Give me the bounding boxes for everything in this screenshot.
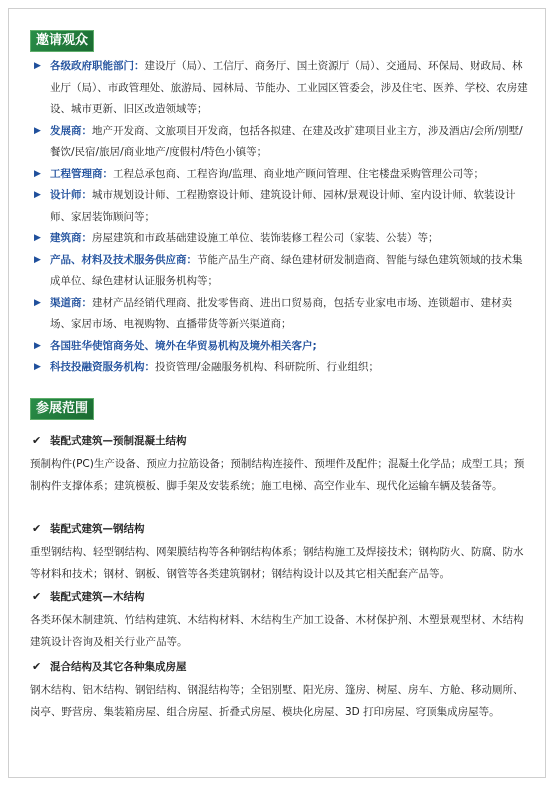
bullet-icon: ▶ — [34, 61, 41, 71]
scope-heading: 参展范围 — [30, 398, 94, 420]
scope-section — [30, 588, 530, 653]
scope-body: 钢木结构、铝木结构、钢铝结构、钢混结构等；全铝别墅、阳光房、篷房、树屋、房车、方舱、移动厕所、岗亭、野营房、集装箱房屋、组合房屋、折叠式房屋、模块化房屋、3D 打印房屋、穹顶集成房屋等。 — [30, 684, 524, 718]
bullet-icon: ▶ — [34, 297, 41, 308]
audience-sep: ： — [102, 167, 113, 180]
audience-item — [34, 293, 528, 336]
audience-item — [34, 56, 528, 121]
bullet-icon: ▶ — [34, 362, 41, 372]
audience-category: 发展商 — [50, 124, 82, 137]
audience-category: 科技投融资服务机构 — [50, 361, 145, 373]
audience-category: 设计师 — [50, 189, 82, 201]
scope-body: 各类环保木制建筑、竹结构建筑、木结构材料、木结构生产加工设备、木材保护剂、木塑景观型材、木结构建筑设计咨询及相关行业产品等。 — [30, 614, 524, 648]
audience-category: 各级政府职能部门 — [50, 60, 134, 72]
scope-section — [30, 432, 530, 497]
audience-item — [34, 121, 528, 164]
audience-sep: ： — [186, 253, 197, 266]
audience-sep: ： — [81, 124, 92, 137]
check-icon: ✔ — [32, 522, 42, 535]
bullet-icon: ▶ — [34, 340, 41, 351]
check-icon: ✔ — [32, 660, 42, 673]
audience-sep: ： — [81, 232, 92, 244]
scope-title: ✔ 装配式建筑—预制混凝土结构 — [30, 432, 530, 450]
audience-sep: ： — [134, 60, 145, 72]
scope-title: ✔ 装配式建筑—木结构 — [30, 588, 530, 606]
audience-category: 建筑商 — [50, 232, 82, 244]
audience-list — [34, 56, 528, 379]
scope-title: ✔ 混合结构及其它各种集成房屋 — [30, 658, 530, 676]
audience-item — [34, 185, 528, 228]
audience-text: 城市规划设计师、工程勘察设计师、建筑设计师、园林/景观设计师、室内设计师、软装设计师、家居装饰顾问等； — [50, 189, 516, 223]
check-icon: ✔ — [32, 590, 42, 603]
audience-category: 各国驻华使馆商务处、境外在华贸易机构及境外相关客户; — [50, 339, 317, 352]
audience-text: 地产开发商、文旅项目开发商，包括各拟建、在建及改扩建项目业主方，涉及酒店/会所/别墅/餐饮/民宿/旅居/商业地产/度假村/特色小镇等； — [50, 124, 523, 158]
audience-text: 工程总承包商、工程咨询/监理、商业地产顾问管理、住宅楼盘采购管理公司等； — [113, 167, 485, 180]
bullet-icon: ▶ — [34, 233, 41, 243]
audience-text: 建材产品经销代理商、批发零售商、进出口贸易商，包括专业家电市场、连锁超市、建材卖场、家居市场、电视购物、直播带货等新兴渠道商； — [50, 296, 512, 330]
bullet-icon: ▶ — [34, 168, 41, 179]
audience-text: 建设厅（局）、工信厅、商务厅、国土资源厅（局）、交通局、环保局、财政局、林业厅（局）、市政管理处、旅游局、园林局、节能办、工业园区管委会，涉及住宅、医养、学校、农房建设、城市更新、旧区改造领域等； — [50, 60, 528, 115]
audience-category: 工程管理商 — [50, 167, 103, 180]
audience-item — [34, 357, 528, 379]
audience-text: 节能产品生产商、绿色建材研发制造商、智能与绿色建筑领域的技术集成单位、绿色建材认证服务机构等； — [50, 253, 523, 287]
audience-text: 房屋建筑和市政基础建设施工单位、装饰装修工程公司（家装、公装）等； — [92, 232, 439, 244]
bullet-icon: ▶ — [34, 125, 41, 136]
audience-text: 投资管理/金融服务机构、科研院所、行业组织； — [155, 361, 380, 373]
scope-title: ✔ 装配式建筑—钢结构 — [30, 520, 530, 538]
bullet-icon: ▶ — [34, 254, 41, 265]
scope-body: 预制构件(PC)生产设备、预应力拉筋设备；预制结构连接件、预埋件及配件；混凝土化学品；成型工具；预制构件支撑体系；建筑模板、脚手架及安装系统；施工电梯、高空作业车、现代化运输车辆及装备等。 — [30, 458, 525, 492]
audience-sep: ： — [81, 296, 92, 309]
audience-category: 渠道商 — [50, 296, 82, 309]
audience-heading: 邀请观众 — [30, 30, 94, 52]
bullet-icon: ▶ — [34, 190, 41, 200]
scope-body: 重型钢结构、轻型钢结构、网架膜结构等各种钢结构体系；钢结构施工及焊接技术；钢构防火、防腐、防水等材料和技术；钢材、钢板、钢管等各类建筑钢材；钢结构设计以及其它相关配套产品等。 — [30, 546, 524, 580]
audience-sep: ： — [144, 361, 155, 373]
audience-sep: ： — [81, 189, 92, 201]
audience-item — [34, 336, 528, 358]
scope-section — [30, 520, 530, 585]
audience-item — [34, 228, 528, 250]
scope-section — [30, 658, 530, 723]
audience-item — [34, 250, 528, 293]
audience-item — [34, 164, 528, 186]
check-icon: ✔ — [32, 434, 42, 447]
audience-category: 产品、材料及技术服务供应商 — [50, 253, 187, 266]
